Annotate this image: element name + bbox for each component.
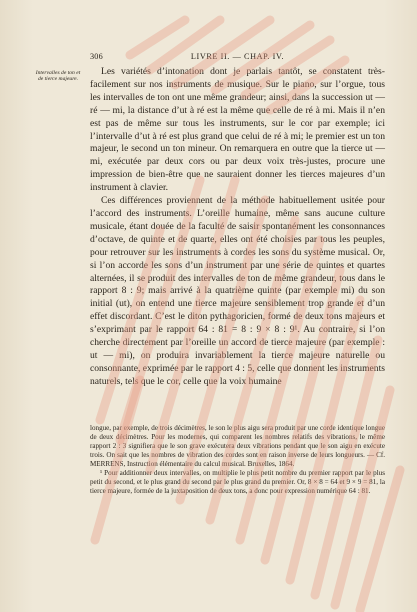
page-header — [90, 52, 385, 64]
page-number: 306 — [90, 52, 103, 61]
footnotes — [90, 424, 385, 496]
paragraph: Ces différences proviennent de la méthode habituellement usitée pour l’accord des instruments. L’oreille humaine, même sans aucune culture musicale, étant douée de la faculté de saisir spontanément les consonnances d’octave, de quinte et de quarte, elles ont été choisies par tous les peuples, pour retrouver sur les instruments à cordes les sons du système musical. Or, si l’on accorde les sons d’un instrument par une série de quintes et quartes alternées, il se produit des intervalles de ton de même grandeur, tous dans le rapport 8 : 9; mais arrivé à la quatrième quinte (par exemple mi) du son initial (ut), on entend une tierce majeure sensiblement trop grande et d’un effet discordant. C’est le diton pythagoricien, formé de deux tons majeurs et s’exprimant par le rapport 64 : 81 = 8 : 9 × 8 : 9¹. Au contraire, si l’on cherche directement par l’oreille un accord de tierce majeure (par exemple : ut — mi), on produira invariablement la tierce majeure naturelle ou consonnante, exprimée par le rapport 4 : 5, celle que donnent les instruments naturels, tels que le cor, celle que la voix humaine — [90, 195, 385, 387]
footnote: ¹ Pour additionner deux intervalles, on multiplie le plus petit nombre du premier rapport par le plus petit du second, et le plus grand du second par le plus grand du premier. Or, 8 × 8 = 64 et 9 × 9 = 81, la tierce majeure, formée de la juxtaposition de deux tons, a donc pour expression numérique 64 : 81. — [90, 469, 385, 496]
paragraph: Les variétés d’intonation dont je parlais tantôt, se constatent très-facilement sur nos instruments de musique. Sur le piano, sur l’orgue, tous les intervalles de ton ont une même grandeur; ainsi, dans la succession ut — ré — mi, la distance d’ut à ré est la même que celle de ré à mi. Mais il n’en est pas de même sur tous les instruments, sur le cor par exemple; ici l’intervalle d’ut à ré est plus grand que celui de ré à mi; le premier est un ton majeur, le second un ton mineur. On remarquera en outre que la tierce ut — mi, exécutée par deux cors ou par deux voix très-justes, procure une impression de bien-être que ne sauraient donner les tierces majeures d’un instrument à clavier. — [90, 66, 385, 194]
running-title: LIVRE II. — CHAP. IV. — [190, 52, 285, 61]
main-text — [90, 66, 385, 389]
footnote-continuation: longue, par exemple, de trois décimètres, le son le plus aigu sera produit par une corde identique longue de deux décimètres. Pour les modernes, qui comparent les nombres relatifs des vibrations, le même rapport 2 : 3 signifiera que le son grave exécutera deux vibrations pendant que le son aigu en exécute trois. On sait que les nombres de vibration des cordes sont en raison inverse de leurs longueurs. — Cf. MERRENS, Instruction élémentaire du calcul musical. Bruxelles, 1864. — [90, 424, 385, 469]
margin-note: Intervalles de ton et de tierce majeure. — [35, 70, 81, 83]
